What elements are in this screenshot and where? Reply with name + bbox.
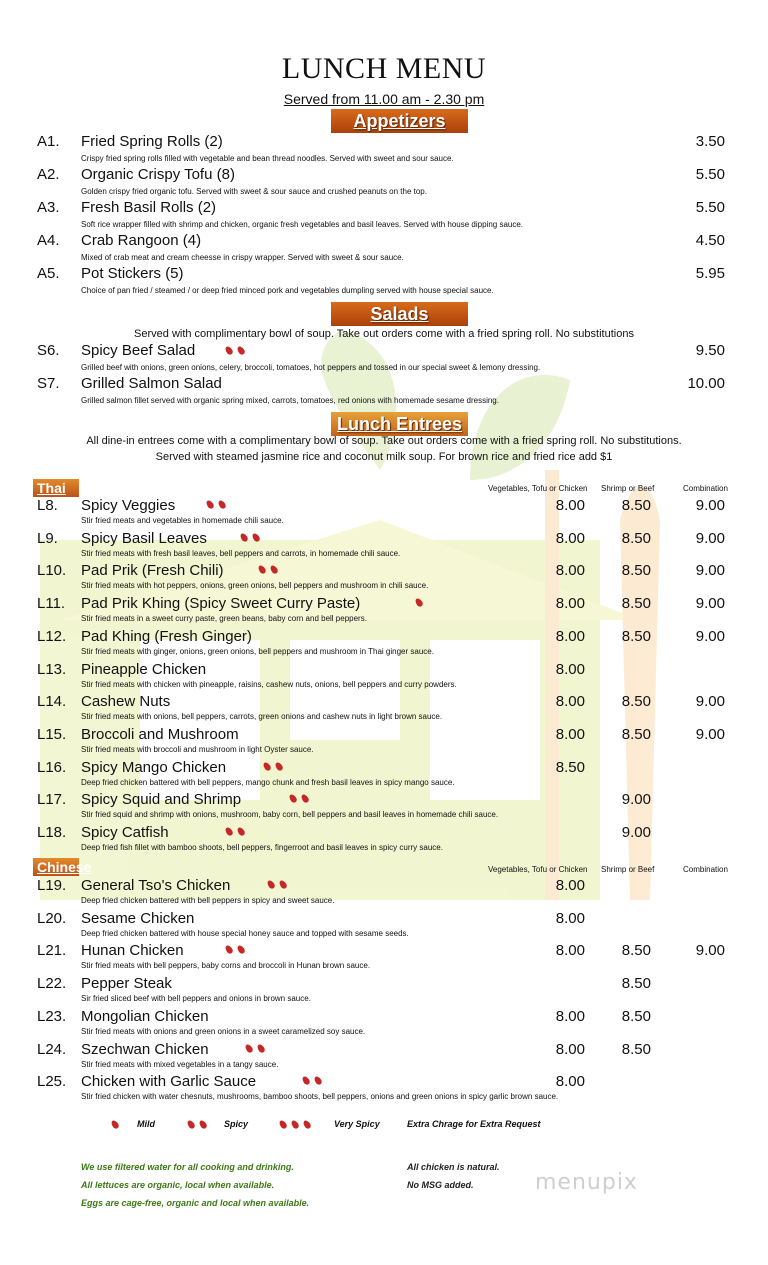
item-name: Chicken with Garlic Sauce (81, 1073, 257, 1091)
footer-note: All chicken is natural. (407, 1162, 500, 1172)
item-code: L24. (37, 1040, 67, 1058)
item-name: Crab Rangoon (4) (81, 232, 202, 249)
item-name: Fried Spring Rolls (2) (81, 133, 223, 150)
item-code: L12. (37, 627, 67, 645)
chili-icon (251, 532, 261, 543)
item-code: L21. (37, 942, 67, 960)
banner-salads: Salads (331, 302, 468, 326)
item-description: Golden crispy fried organic tofu. Served with sweet & sour sauce and crushed peanuts on the top. (81, 187, 427, 196)
item-price: 3.50 (695, 133, 725, 150)
price-veg-tofu-chicken: 8.00 (555, 1040, 585, 1058)
item-description: Deep fried fish fillet with bamboo shoots, bell peppers, fingerroot and basil leaves in spicy curry sauce. (81, 843, 443, 852)
item-name: Spicy Beef Salad (81, 342, 196, 359)
item-description: Stir fried meats with onions and green onions in a sweet caramelized soy sauce. (81, 1026, 366, 1036)
spice-level (226, 945, 250, 954)
chili-icon (256, 1043, 266, 1054)
price-shrimp-beef: 9.00 (621, 824, 651, 841)
item-price: 5.50 (695, 166, 725, 183)
price-shrimp-beef: 8.50 (621, 1040, 651, 1058)
item-description: Stir fried meats in a sweet curry paste, green beans, baby corn and bell peppers. (81, 614, 367, 624)
footer-note: No MSG added. (407, 1180, 474, 1190)
legend-very-spicy: Very Spicy (334, 1119, 380, 1129)
footer-note: We use filtered water for all cooking and drinking. (81, 1162, 294, 1172)
chili-icon (110, 1119, 120, 1130)
item-description: Stir fried meats with fresh basil leaves, bell peppers and carrots, in homemade chili sauce. (81, 548, 401, 558)
item-code: A2. (37, 166, 60, 183)
item-code: L9. (37, 529, 58, 547)
price-shrimp-beef: 8.50 (621, 975, 651, 993)
chili-icon (266, 879, 276, 890)
item-name: General Tso's Chicken (81, 877, 231, 894)
price-veg-tofu-chicken: 8.00 (555, 693, 585, 711)
item-description: Stir fried meats with hot peppers, onions, green onions, bell peppers and mushroom in chili sauce. (81, 581, 429, 591)
chili-icon (278, 1119, 288, 1130)
column-header: Combination (683, 484, 728, 493)
legend-extra-charge: Extra Chrage for Extra Request (407, 1119, 541, 1129)
item-code: A4. (37, 232, 60, 249)
chili-icon (236, 826, 246, 837)
item-code: L19. (37, 877, 67, 894)
item-name: Spicy Veggies (81, 497, 176, 514)
item-name: Broccoli and Mushroom (81, 725, 239, 743)
legend-spicy: Spicy (224, 1119, 249, 1129)
price-shrimp-beef: 8.50 (621, 595, 651, 613)
item-code: S6. (37, 342, 60, 359)
legend-mild-icon (112, 1120, 124, 1129)
price-combination: 9.00 (695, 595, 725, 613)
column-header: Shrimp or Beef (601, 865, 655, 874)
item-description: Crispy fried spring rolls filled with vegetable and bean thread noodles. Served with sweet and sour sauce. (81, 154, 454, 163)
item-description: Grilled beef with onions, green onions, celery, broccoli, tomatoes, hot peppers and tossed in our special sweet & lemony dressing. (81, 363, 541, 372)
spice-level (268, 880, 292, 889)
item-code: L22. (37, 975, 67, 993)
column-header: Combination (683, 865, 728, 874)
item-description: Stir fried meats and vegetables in homemade chili sauce. (81, 516, 284, 525)
item-description: Stir fried meats with ginger, onions, green onions, bell peppers and mushroom in Thai ginger sauce. (81, 646, 434, 656)
item-description: Deep fried chicken battered with bell peppers, mango chunk and fresh basil leaves in spicy mango sauce. (81, 777, 455, 787)
item-description: Grilled salmon fillet served with organic spring mixed, carrots, tomatoes, red onions with homemade sesame dressing. (81, 396, 499, 405)
price-shrimp-beef: 8.50 (621, 725, 651, 743)
chili-icon (239, 532, 249, 543)
price-shrimp-beef: 8.50 (621, 497, 651, 514)
chili-icon (302, 1119, 312, 1130)
chili-icon (300, 793, 310, 804)
spice-level (241, 533, 265, 542)
banner-lunch-entrees: Lunch Entrees (331, 412, 468, 436)
item-description: Stir fried meats with chicken with pineapple, raisins, cashew nuts, onions, bell peppers and curry powders. (81, 679, 457, 689)
column-header: Shrimp or Beef (601, 484, 655, 493)
item-name: Organic Crispy Tofu (8) (81, 166, 235, 183)
item-description: Stir fried meats with onions, bell peppers, carrots, green onions and cashew nuts in light brown sauce. (81, 712, 443, 722)
item-name: Cashew Nuts (81, 693, 171, 711)
item-name: Mongolian Chicken (81, 1007, 209, 1025)
spice-level (226, 827, 250, 836)
footer-note: All lettuces are organic, local when available. (81, 1180, 275, 1190)
price-veg-tofu-chicken: 8.00 (555, 595, 585, 613)
price-veg-tofu-chicken: 8.00 (555, 909, 585, 927)
item-name: Szechwan Chicken (81, 1040, 209, 1058)
legend-very-spicy-icon (280, 1120, 316, 1129)
item-code: L8. (37, 497, 58, 514)
price-combination: 9.00 (695, 562, 725, 580)
price-veg-tofu-chicken: 8.00 (555, 562, 585, 580)
item-code: A1. (37, 133, 60, 150)
item-description: Stir fried chicken with water chesnuts, mushrooms, bamboo shoots, bell peppers, onions and green onions in spicy garlic brown sauce. (81, 1092, 559, 1102)
section-chinese: Chinese (33, 858, 79, 876)
chili-icon (224, 345, 234, 356)
chili-icon (301, 1075, 311, 1086)
chili-icon (198, 1119, 208, 1130)
item-code: L13. (37, 660, 67, 678)
item-code: L23. (37, 1007, 67, 1025)
item-price: 10.00 (687, 375, 725, 392)
price-combination: 9.00 (695, 725, 725, 743)
chili-icon (236, 944, 246, 955)
item-name: Spicy Basil Leaves (81, 529, 207, 547)
item-description: Mixed of crab meat and cream cheesse in crispy wrapper. Served with sweet & sour sauce. (81, 253, 404, 262)
price-veg-tofu-chicken: 8.00 (555, 725, 585, 743)
column-header: Vegetables, Tofu or Chicken (488, 484, 588, 493)
column-header: Vegetables, Tofu or Chicken (488, 865, 588, 874)
item-description: Soft rice wrapper filled with shrimp and chicken, organic fresh vegetables and basil leaves. Served with house dipping sauce. (81, 220, 524, 229)
spice-level (226, 346, 250, 355)
item-name: Grilled Salmon Salad (81, 375, 222, 392)
price-veg-tofu-chicken: 8.00 (555, 1007, 585, 1025)
item-name: Spicy Mango Chicken (81, 758, 227, 776)
spice-level (207, 500, 231, 509)
spice-level (246, 1044, 270, 1053)
item-price: 5.50 (695, 199, 725, 216)
item-code: L14. (37, 693, 67, 711)
price-combination: 9.00 (695, 497, 725, 514)
item-code: A3. (37, 199, 60, 216)
spice-level (303, 1076, 327, 1085)
item-price: 9.50 (695, 342, 725, 359)
chili-icon (262, 761, 272, 772)
price-shrimp-beef: 8.50 (621, 627, 651, 645)
legend-spicy-icon (188, 1120, 212, 1129)
item-code: L10. (37, 562, 67, 580)
menu-title: LUNCH MENU (281, 52, 487, 85)
item-name: Pepper Steak (81, 975, 172, 993)
price-veg-tofu-chicken: 8.00 (555, 497, 585, 514)
chili-icon (186, 1119, 196, 1130)
item-code: L16. (37, 758, 67, 776)
item-code: L17. (37, 791, 67, 809)
price-veg-tofu-chicken: 8.00 (555, 529, 585, 547)
item-code: A5. (37, 265, 60, 282)
price-veg-tofu-chicken: 8.00 (555, 877, 585, 894)
item-name: Spicy Catfish (81, 824, 169, 841)
item-description: Stir fried meats with mixed vegetables in a tangy sauce. (81, 1059, 279, 1069)
menupix-watermark: menupix (535, 1170, 638, 1195)
item-name: Pot Stickers (5) (81, 265, 184, 282)
spice-level (416, 598, 428, 607)
chili-icon (414, 597, 424, 608)
legend-mild: Mild (137, 1119, 155, 1129)
item-description: Choice of pan fried / steamed / or deep fried minced pork and vegetables dumpling served with house special sauce. (81, 286, 494, 295)
entrees-note-1: All dine-in entrees come with a complimentary bowl of soup. Take out orders come with a fried spring roll. No substitutions. (86, 435, 682, 447)
item-code: S7. (37, 375, 60, 392)
price-veg-tofu-chicken: 8.00 (555, 627, 585, 645)
chili-icon (224, 826, 234, 837)
price-combination: 9.00 (695, 627, 725, 645)
item-description: Sir fried sliced beef with bell peppers and onions in brown sauce. (81, 994, 311, 1004)
item-code: L18. (37, 824, 67, 841)
chili-icon (274, 761, 284, 772)
chili-icon (269, 564, 279, 575)
item-code: L20. (37, 909, 67, 927)
price-shrimp-beef: 8.50 (621, 693, 651, 711)
item-name: Pad Prik Khing (Spicy Sweet Curry Paste) (81, 595, 361, 613)
chili-icon (278, 879, 288, 890)
price-shrimp-beef: 8.50 (621, 1007, 651, 1025)
price-veg-tofu-chicken: 8.00 (555, 660, 585, 678)
item-description: Deep fried chicken battered with bell peppers in spicy and sweet sauce. (81, 896, 335, 905)
salads-note: Served with complimentary bowl of soup. Take out orders come with a fried spring roll. No substitutions (134, 328, 634, 340)
price-veg-tofu-chicken: 8.50 (555, 758, 585, 776)
footer-note: Eggs are cage-free, organic and local when available. (81, 1198, 310, 1208)
item-description: Stir fried meats with broccoli and mushroom in light Oyster sauce. (81, 744, 314, 754)
banner-appetizers: Appetizers (331, 109, 468, 133)
served-hours: Served from 11.00 am - 2.30 pm (283, 91, 485, 107)
chili-icon (244, 1043, 254, 1054)
item-name: Hunan Chicken (81, 942, 184, 960)
item-name: Spicy Squid and Shrimp (81, 791, 242, 809)
item-description: Stir fried squid and shrimp with onions, mushroom, baby corn, bell peppers and basil leaves in homemade chili sauce. (81, 810, 499, 820)
item-price: 5.95 (695, 265, 725, 282)
price-veg-tofu-chicken: 8.00 (555, 942, 585, 960)
item-code: L25. (37, 1073, 67, 1091)
entrees-note-2: Served with steamed jasmine rice and coconut milk soup. For brown rice and fried rice add $1 (155, 451, 613, 463)
item-description: Deep fried chicken battered with house special honey sauce and topped with sesame seeds. (81, 928, 409, 938)
price-shrimp-beef: 8.50 (621, 942, 651, 960)
chili-icon (224, 944, 234, 955)
price-shrimp-beef: 8.50 (621, 529, 651, 547)
price-veg-tofu-chicken: 8.00 (555, 1073, 585, 1091)
chili-icon (313, 1075, 323, 1086)
item-name: Pineapple Chicken (81, 660, 207, 678)
spice-level (264, 762, 288, 771)
chili-icon (205, 499, 215, 510)
chili-icon (257, 564, 267, 575)
price-combination: 9.00 (695, 693, 725, 711)
chili-icon (288, 793, 298, 804)
item-price: 4.50 (695, 232, 725, 249)
spice-level (259, 565, 283, 574)
item-name: Pad Khing (Fresh Ginger) (81, 627, 252, 645)
section-thai: Thai (33, 479, 79, 497)
spice-level (290, 794, 314, 803)
price-shrimp-beef: 8.50 (621, 562, 651, 580)
chili-icon (290, 1119, 300, 1130)
item-code: L15. (37, 725, 67, 743)
item-name: Fresh Basil Rolls (2) (81, 199, 217, 216)
chili-icon (217, 499, 227, 510)
item-name: Sesame Chicken (81, 909, 195, 927)
item-description: Stir fried meats with bell peppers, baby corns and broccoli in Hunan brown sauce. (81, 961, 371, 971)
price-shrimp-beef: 9.00 (621, 791, 651, 809)
item-code: L11. (37, 595, 66, 613)
chili-icon (236, 345, 246, 356)
item-name: Pad Prik (Fresh Chili) (81, 562, 224, 580)
price-combination: 9.00 (695, 942, 725, 960)
price-combination: 9.00 (695, 529, 725, 547)
